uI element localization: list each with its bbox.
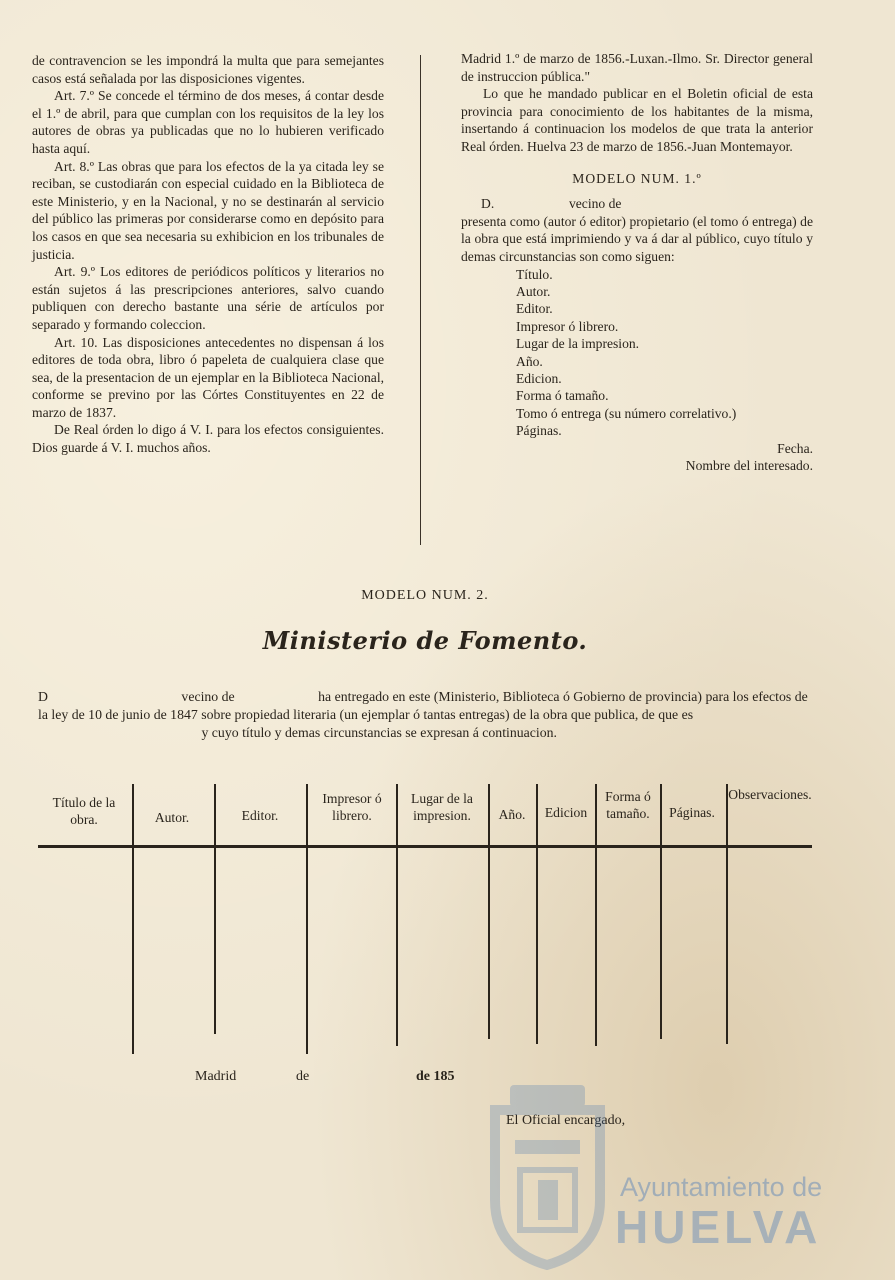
table-header-observaciones: Observaciones. [728, 787, 812, 802]
table-column-rule [214, 784, 216, 1034]
table-column-rule [306, 784, 308, 1054]
table-column-rule [536, 784, 538, 1044]
model1-line-d: D. vecino de [481, 196, 622, 212]
table-header-editor: Editor. [241, 808, 279, 823]
ministry-heading: Ministerio de Fomento. [262, 626, 588, 655]
paragraph-publication-notice: Lo que he mandado publicar en el Boletin oficial de esta provincia para conocimiento de los habitantes de la misma, insertando á continuacion los modelos de que trata la anterior Real órden. Huelva 23 de marzo de 1856.-Juan Montemayor. [461, 86, 813, 154]
model1-field-list [516, 266, 813, 440]
model1-field: Autor. [516, 283, 551, 299]
table-header-titulo: Título de la obra. [52, 795, 116, 827]
table-column-rule [488, 784, 490, 1039]
cert-vecino: vecino de [181, 689, 235, 704]
table-column-rule [726, 784, 728, 1044]
paragraph-contravencion: de contravencion se les impondrá la multa que para semejantes casos está señalada por las disposiciones vigentes. [32, 53, 384, 86]
model1-nombre: Nombre del interesado. [685, 458, 813, 474]
table-header-edicion: Edicion [544, 805, 588, 820]
column-divider [420, 55, 421, 545]
model1-field: Editor. [516, 301, 553, 317]
right-column [461, 50, 813, 475]
model2-title: MODELO NUM. 2. [361, 588, 489, 603]
cert-d: D [38, 689, 48, 704]
paragraph-art-9: Art. 9.º Los editores de periódicos políticos y literarios no están sujetos á las prescripciones anteriores, salvo cuando publiquen con derecho bastante una série de artículos por separado y formando coleccion. [32, 264, 384, 332]
model1-title: MODELO NUM. 1.º [572, 170, 702, 186]
footer-madrid: Madrid [195, 1069, 237, 1084]
model1-body: presenta como (autor ó editor) propietario (el tomo ó entrega) de la obra que está imprimiendo y va á dar al público, cuyo título y demas circunstancias son como siguen: [461, 213, 813, 264]
cert-entregado: ha entregado en este (Ministerio, Biblioteca ó Gobierno de provincia) para los efectos de la ley de 10 de junio de 1847 sobre propiedad literaria (un ejemplar ó tantas entregas) de la obra que publica, de que es [38, 689, 808, 722]
cert-titulo: y cuyo título y demas circunstancias se expresan á continuacion. [201, 725, 557, 740]
model2-certificate-text [38, 688, 818, 742]
model1-field: Título. [516, 266, 553, 282]
model1-field: Forma ó tamaño. [516, 388, 609, 404]
footer-oficial: El Oficial encargado, [506, 1113, 626, 1128]
model1-field: Impresor ó librero. [516, 318, 619, 334]
table-header-paginas: Páginas. [669, 805, 715, 820]
model1-fecha: Fecha. [777, 440, 813, 456]
huelva-seal-watermark [480, 1080, 615, 1270]
table-header-autor: Autor. [154, 810, 190, 825]
footer-de-185: de 185 [416, 1069, 455, 1084]
table-column-rule [595, 784, 597, 1046]
paragraph-art-7: Art. 7.º Se concede el término de dos meses, á contar desde el 1.º de abril, para que cumplan con los requisitos de la ley los autores de obras ya publicadas que no lo hubieren verificado hasta aquí. [32, 88, 384, 156]
table-column-rule [396, 784, 398, 1046]
model1-field: Páginas. [516, 423, 562, 439]
table-header-ano: Año. [498, 807, 526, 822]
model1-field: Año. [516, 353, 543, 369]
left-column [32, 52, 384, 457]
table-column-rule [132, 784, 134, 1054]
model1-field: Lugar de la impresion. [516, 336, 640, 352]
table-header-impresor: Impresor ó librero. [322, 791, 382, 823]
table-column-rule [660, 784, 662, 1039]
footer-de: de [296, 1069, 310, 1084]
paragraph-closing: De Real órden lo digo á V. I. para los efectos consiguientes. Dios guarde á V. I. muchos años. [32, 422, 384, 456]
table-header-forma: Forma ó tamaño. [605, 789, 651, 821]
paragraph-art-8: Art. 8.º Las obras que para los efectos de la ya citada ley se reciban, se custodiarán con especial cuidado en la Biblioteca de este Ministerio, y en la Nacional, y no se destinarán al servicio del público las primeras por considerarse como en depósito para los casos en que sea necesaria su exhibicion en los tribunales de justicia. [32, 158, 384, 262]
model1-field: Tomo ó entrega (su número correlativo.) [516, 405, 737, 421]
paragraph-art-10: Art. 10. Las disposiciones antecedentes no dispensan á los editores de toda obra, libro ó papeleta de cualquiera clase que sea, de la presentacion de un ejemplar en la Biblioteca Nacional, conforme se previno por las Córtes Constituyentes en 22 de marzo de 1837. [32, 334, 384, 420]
model1-field: Edicion. [516, 370, 562, 386]
model2-table [38, 784, 812, 1064]
watermark-line1: Ayuntamiento de [620, 1172, 823, 1202]
watermark-line2: HUELVA [615, 1201, 822, 1253]
table-header-rule [38, 845, 812, 848]
paragraph-madrid-date: Madrid 1.º de marzo de 1856.-Luxan.-Ilmo. Sr. Director general de instruccion pública." [461, 51, 813, 84]
table-header-lugar: Lugar de la impresion. [411, 791, 473, 823]
